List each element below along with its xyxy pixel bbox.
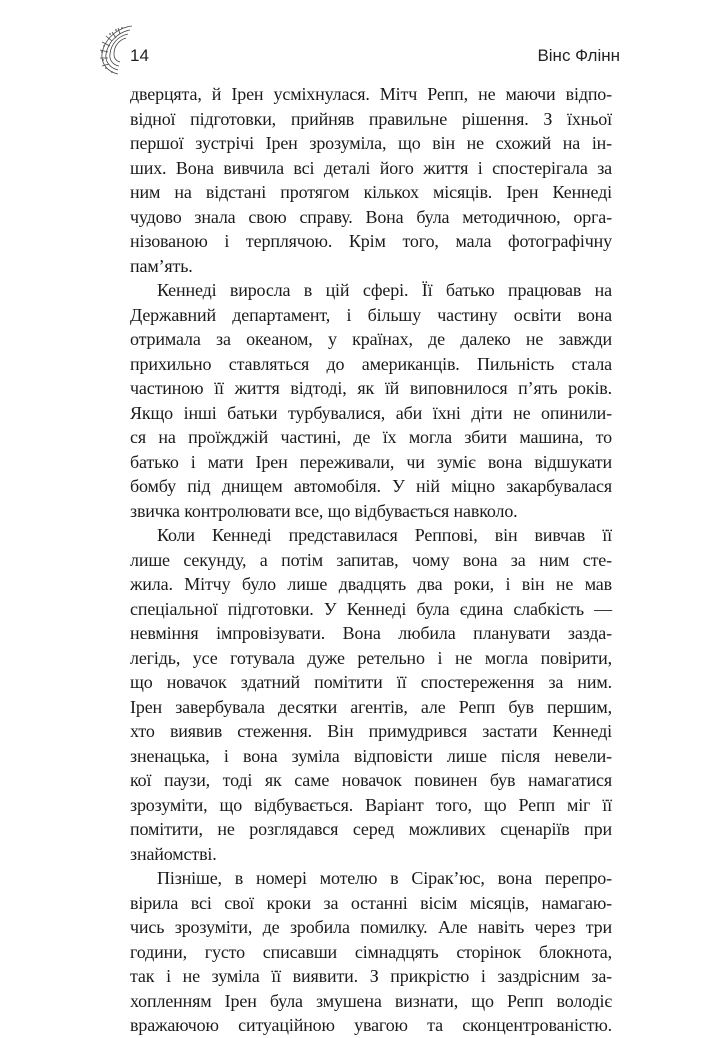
text-line: звичка контролювати все, що відбувається навколо. — [130, 500, 518, 521]
text-line: вражаючою ситуаційною увагою та сконцентрованістю. — [130, 1015, 612, 1035]
text-line: знайомстві. — [130, 843, 217, 864]
text-line: батько і мати Ірен переживали, чи зуміє вона відшукати — [130, 451, 612, 472]
text-line: помітити, не розглядався серед можливих сценаріїв при — [130, 819, 612, 839]
page-number: 14 — [130, 46, 149, 65]
text-line: лише секунду, а потім запитав, чому вона за ним сте- — [130, 549, 612, 570]
text-line: так і не зуміла її виявити. З прикрістю і заздрісним за- — [130, 966, 612, 986]
text-line: бомбу під днищем автомобіля. У ній міцно закарбувалася — [130, 476, 612, 496]
text-line: відної підготовки, прийняв правильне рішення. З їхньої — [130, 108, 612, 129]
text-line: Ірен завербувала десятки агентів, але Репп був першим, — [130, 696, 612, 717]
text-line: дверцята, й Ірен усміхнулася. Мітч Репп, не маючи відпо- — [130, 84, 612, 104]
text-line: хопленням Ірен була змушена визнати, що Репп володіє — [130, 990, 612, 1011]
text-line: чись зрозуміти, де зробила помилку. Але навіть через три — [130, 917, 612, 937]
text-line: частиною її життя відтоді, як їй виповнилося п’ять років. — [130, 378, 612, 398]
text-line: Кеннеді виросла в цій сфері. Її батько працював на — [157, 280, 612, 300]
text-line: зненацька, і вона зуміла відповісти лише після невели- — [130, 745, 612, 766]
text-line: невміння імпровізувати. Вона любила планувати зазда- — [130, 623, 612, 643]
text-line: хто виявив стеження. Він примудрився застати Кеннеді — [130, 721, 612, 741]
text-line: Коли Кеннеді представилася Реппові, він вивчав її — [157, 525, 612, 545]
text-line: що новачок здатний помітити її спостереження за ним. — [130, 672, 612, 692]
text-line: прихильно ставляться до американців. Пильність стала — [130, 353, 612, 374]
text-line: Пізніше, в номері мотелю в Сірак’юс, вона перепро- — [157, 868, 612, 888]
body-text — [130, 82, 612, 1038]
text-line: зрозуміти, що відбувається. Варіант того, що Репп міг її — [130, 794, 612, 815]
text-line: нізованою і терплячою. Крім того, мала фотографічну — [130, 231, 612, 251]
text-line: пам’ять. — [130, 255, 193, 276]
text-line: ших. Вона вивчила всі деталі його життя і спостерігала за — [130, 157, 612, 178]
text-line: Державний департамент, і більшу частину освіти вона — [130, 304, 612, 325]
text-line: жила. Мітчу було лише двадцять два роки, і він не мав — [130, 574, 612, 594]
text-line: години, густо списавши сімнадцять сторінок блокнота, — [130, 941, 612, 962]
text-line: чудово знала свою справу. Вона була методичною, орга- — [130, 206, 612, 227]
text-line: ним на відстані протягом кількох місяців. Ірен Кеннеді — [130, 182, 612, 202]
text-line: ся на проїжджій частині, де їх могла збити машина, то — [130, 427, 612, 447]
text-line: першої зустрічі Ірен зрозуміла, що він не схожий на ін- — [130, 133, 612, 153]
text-line: спеціальної підготовки. У Кеннеді була єдина слабкість — — [130, 598, 612, 619]
running-head-author: Вінс Флінн — [537, 46, 620, 65]
text-line: кої паузи, тоді як саме новачок повинен був намагатися — [130, 770, 612, 790]
text-line: Якщо інші батьки турбувалися, аби їхні діти не опинили- — [130, 402, 612, 423]
text-line: вірила всі свої кроки за останні вісім місяців, намагаю- — [130, 892, 612, 913]
text-line: легідь, усе готувала дуже ретельно і не могла повірити, — [130, 647, 612, 668]
text-line: отримала за океаном, у країнах, де далеко не завжди — [130, 329, 612, 349]
